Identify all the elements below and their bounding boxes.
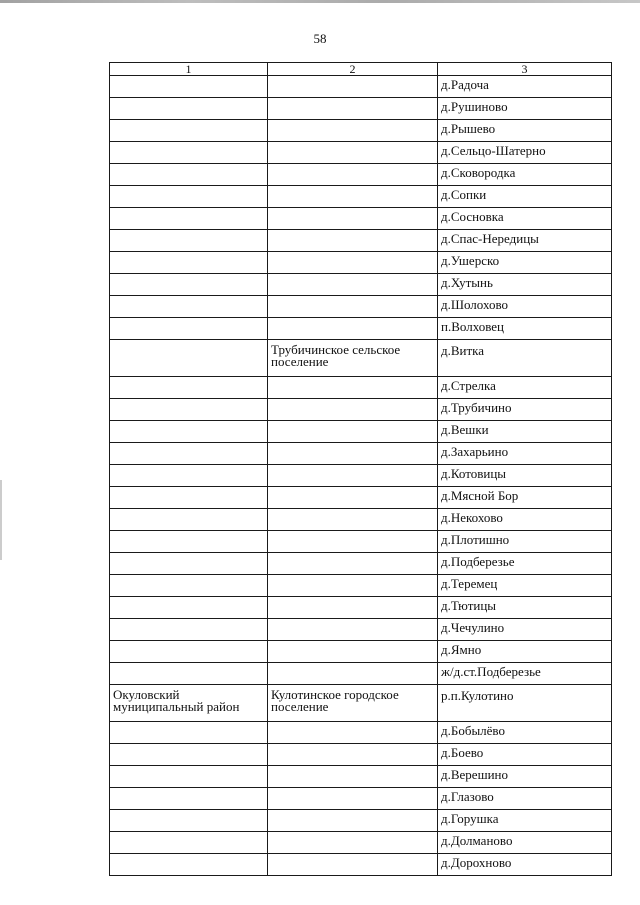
table-row [110, 509, 612, 531]
table-row [110, 142, 612, 164]
table-cell-c2 [268, 597, 438, 619]
table-row [110, 575, 612, 597]
table-cell-c2 [268, 230, 438, 252]
scan-edge-left [0, 480, 2, 560]
table-cell-c3: д.Спас-Нередицы [438, 230, 612, 252]
table-row [110, 810, 612, 832]
table-row [110, 208, 612, 230]
table-cell-c2 [268, 274, 438, 296]
table-cell-c1 [110, 509, 268, 531]
table-cell-c2 [268, 722, 438, 744]
table-cell-c3: д.Долманово [438, 832, 612, 854]
table-cell-c1 [110, 76, 268, 98]
table-cell-c2 [268, 120, 438, 142]
table-cell-c3: р.п.Кулотино [438, 685, 612, 722]
table-cell-c2 [268, 421, 438, 443]
table-cell-c2 [268, 443, 438, 465]
table-body [110, 63, 612, 876]
table-cell-c3: д.Сковородка [438, 164, 612, 186]
table-row [110, 641, 612, 663]
table-row [110, 443, 612, 465]
table-cell-c2 [268, 553, 438, 575]
table-cell-c2 [268, 252, 438, 274]
table-cell-c2 [268, 164, 438, 186]
table-cell-c3: д.Рышево [438, 120, 612, 142]
table-row [110, 487, 612, 509]
table-cell-c1 [110, 230, 268, 252]
table-cell-c2 [268, 465, 438, 487]
table-row [110, 252, 612, 274]
table-cell-c3: д.Витка [438, 340, 612, 377]
table-cell-c1 [110, 252, 268, 274]
settlements-table [109, 62, 612, 876]
table-cell-c1 [110, 619, 268, 641]
table-cell-c3: д.Хутынь [438, 274, 612, 296]
table-cell-c1 [110, 421, 268, 443]
table-row [110, 685, 612, 722]
table-row [110, 98, 612, 120]
table-cell-c3: д.Рушиново [438, 98, 612, 120]
table-cell-c1: Окуловский муниципальный район [110, 685, 268, 722]
table-cell-c1 [110, 164, 268, 186]
table-row [110, 318, 612, 340]
table-cell-c3: п.Волховец [438, 318, 612, 340]
table-cell-c2 [268, 487, 438, 509]
table-cell-c2 [268, 832, 438, 854]
table-row [110, 619, 612, 641]
table-cell-c3: д.Сопки [438, 186, 612, 208]
table-cell-c2 [268, 98, 438, 120]
table-cell-c1 [110, 744, 268, 766]
table-row [110, 854, 612, 876]
table-cell-c2 [268, 663, 438, 685]
table-cell-c2 [268, 142, 438, 164]
table-cell-c1 [110, 186, 268, 208]
table-cell-c2 [268, 509, 438, 531]
table-row [110, 663, 612, 685]
table-cell-c3: д.Котовицы [438, 465, 612, 487]
table-cell-c3: д.Радоча [438, 76, 612, 98]
table-cell-c3: д.Захарьино [438, 443, 612, 465]
table-cell-c3: д.Глазово [438, 788, 612, 810]
table-row [110, 465, 612, 487]
table-cell-c2: Трубичинское сельское поселение [268, 340, 438, 377]
table-cell-c2 [268, 641, 438, 663]
table-cell-c1 [110, 663, 268, 685]
table-cell-c3: д.Дорохново [438, 854, 612, 876]
table-row [110, 186, 612, 208]
table-row [110, 274, 612, 296]
table-cell-c1 [110, 722, 268, 744]
table-cell-c3: д.Тютицы [438, 597, 612, 619]
table-cell-c1 [110, 810, 268, 832]
table-cell-c1 [110, 443, 268, 465]
table-cell-c1 [110, 641, 268, 663]
table-row [110, 553, 612, 575]
table-cell-c3: д.Некохово [438, 509, 612, 531]
table-cell-c2 [268, 619, 438, 641]
table-cell-c2 [268, 810, 438, 832]
table-cell-c1 [110, 98, 268, 120]
table-row [110, 399, 612, 421]
header-col-3: 3 [438, 63, 612, 76]
table-row [110, 377, 612, 399]
scan-edge-top [0, 0, 640, 3]
table-cell-c3: д.Плотишно [438, 531, 612, 553]
table-cell-c2 [268, 854, 438, 876]
table-cell-c3: д.Теремец [438, 575, 612, 597]
table-cell-c2 [268, 76, 438, 98]
table-row [110, 766, 612, 788]
table-cell-c3: д.Подберезье [438, 553, 612, 575]
table-cell-c1 [110, 208, 268, 230]
table-cell-c3: д.Боево [438, 744, 612, 766]
table-cell-c1 [110, 766, 268, 788]
table-cell-c2 [268, 788, 438, 810]
table-row [110, 76, 612, 98]
table-cell-c3: д.Чечулино [438, 619, 612, 641]
table-cell-c3: д.Верешино [438, 766, 612, 788]
table-cell-c1 [110, 531, 268, 553]
table-cell-c2 [268, 318, 438, 340]
table-row [110, 230, 612, 252]
table-cell-c2 [268, 377, 438, 399]
header-col-2: 2 [268, 63, 438, 76]
table-row [110, 296, 612, 318]
table-cell-c1 [110, 465, 268, 487]
table-cell-c2: Кулотинское городское поселение [268, 685, 438, 722]
table-row [110, 421, 612, 443]
table-row [110, 597, 612, 619]
table-row [110, 531, 612, 553]
table-cell-c1 [110, 854, 268, 876]
header-col-1: 1 [110, 63, 268, 76]
page-number: 58 [313, 31, 327, 46]
table-cell-c3: д.Вешки [438, 421, 612, 443]
table-cell-c1 [110, 788, 268, 810]
table-cell-c3: д.Бобылёво [438, 722, 612, 744]
table-cell-c1 [110, 487, 268, 509]
table-cell-c1 [110, 318, 268, 340]
table-cell-c3: ж/д.ст.Подберезье [438, 663, 612, 685]
table-cell-c2 [268, 744, 438, 766]
table-cell-c3: д.Сельцо-Шатерно [438, 142, 612, 164]
table-cell-c3: д.Сосновка [438, 208, 612, 230]
table-cell-c1 [110, 575, 268, 597]
table-cell-c3: д.Ямно [438, 641, 612, 663]
table-row [110, 340, 612, 377]
table-cell-c2 [268, 296, 438, 318]
table-cell-c1 [110, 597, 268, 619]
table-row [110, 164, 612, 186]
table-cell-c2 [268, 399, 438, 421]
table-row [110, 788, 612, 810]
table-cell-c3: д.Трубичино [438, 399, 612, 421]
table-cell-c1 [110, 274, 268, 296]
table-cell-c2 [268, 575, 438, 597]
table-cell-c2 [268, 766, 438, 788]
table-cell-c2 [268, 208, 438, 230]
table-cell-c1 [110, 832, 268, 854]
table-cell-c3: д.Шолохово [438, 296, 612, 318]
table-cell-c1 [110, 340, 268, 377]
table-cell-c2 [268, 531, 438, 553]
table-cell-c3: д.Горушка [438, 810, 612, 832]
table-row [110, 832, 612, 854]
table-cell-c1 [110, 377, 268, 399]
table-cell-c3: д.Ушерско [438, 252, 612, 274]
table-row [110, 744, 612, 766]
table-cell-c1 [110, 399, 268, 421]
table-cell-c3: д.Мясной Бор [438, 487, 612, 509]
table-row [110, 722, 612, 744]
table-cell-c2 [268, 186, 438, 208]
table-row [110, 120, 612, 142]
table-header-row [110, 63, 612, 76]
table-cell-c1 [110, 553, 268, 575]
table-cell-c1 [110, 142, 268, 164]
table-cell-c1 [110, 120, 268, 142]
table-cell-c3: д.Стрелка [438, 377, 612, 399]
table-cell-c1 [110, 296, 268, 318]
